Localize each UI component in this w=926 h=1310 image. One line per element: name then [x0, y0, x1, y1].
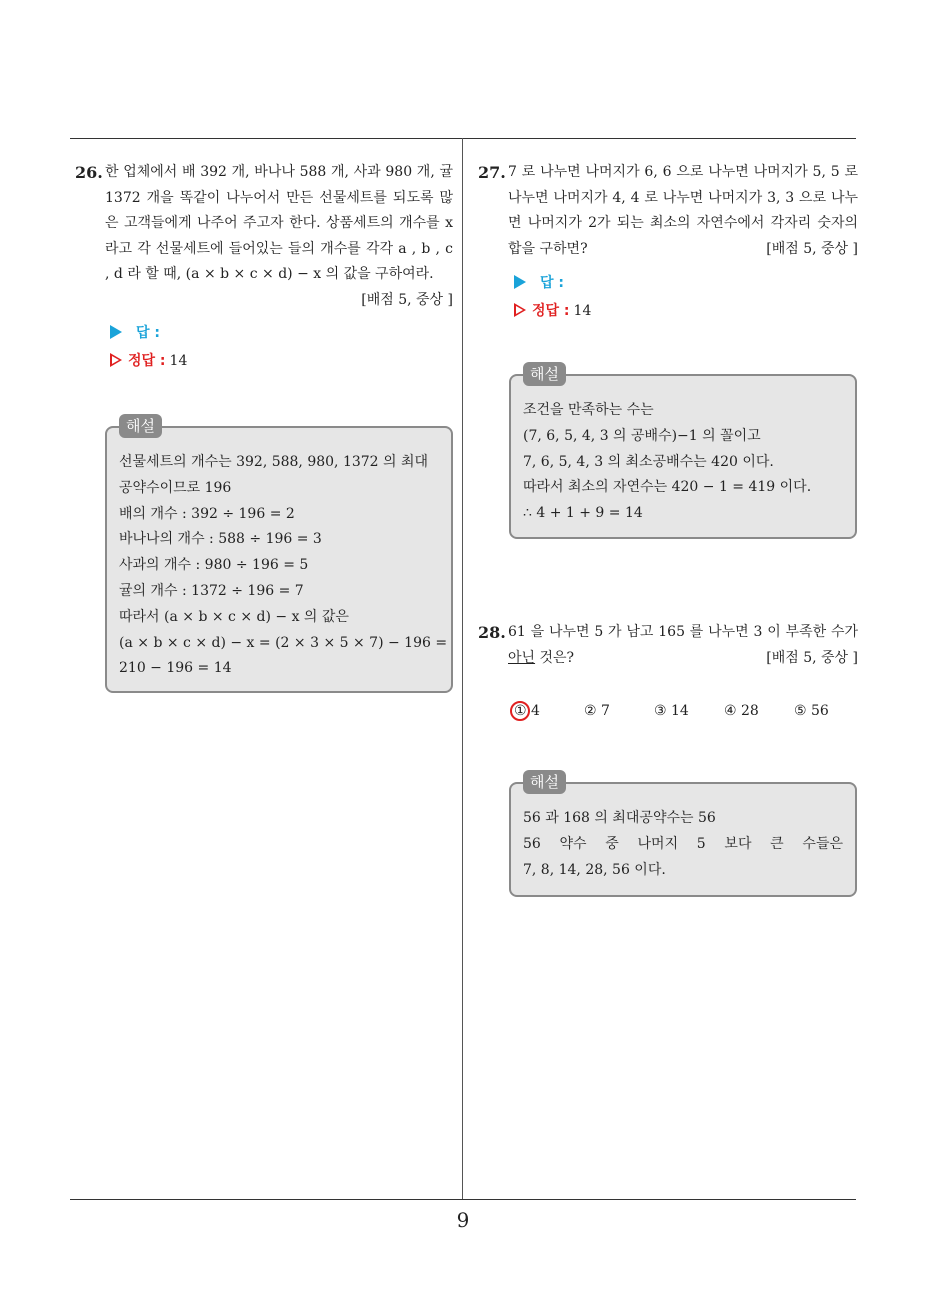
choice-3[interactable]: ③ 14 — [654, 703, 689, 719]
solution-line: 56 약수 중 나머지 5 보다 큰 수들은 — [523, 835, 843, 852]
correct-answer — [110, 350, 187, 370]
solution-line: (a × b × c × d) − x = (2 × 3 × 5 × 7) − 196 = — [119, 634, 448, 651]
answer-label: 답 : — [540, 275, 564, 291]
solution-line: 공약수이므로 196 — [119, 479, 232, 496]
correct-label: 정답 : — [532, 303, 570, 319]
solution-line: 210 − 196 = 14 — [119, 660, 232, 677]
correct-answer — [514, 300, 591, 320]
top-rule — [70, 138, 856, 139]
solution-tag: 해설 — [119, 414, 162, 438]
solution-box-28 — [509, 773, 857, 897]
correct-value: 14 — [169, 353, 188, 369]
correct-value: 14 — [573, 303, 592, 319]
solution-line: ∴ 4 + 1 + 9 = 14 — [523, 505, 643, 522]
solution-line: 배의 개수 : 392 ÷ 196 = 2 — [119, 505, 295, 522]
choice-2[interactable]: ② 7 — [584, 703, 610, 719]
solution-line: 바나나의 개수 : 588 ÷ 196 = 3 — [119, 531, 322, 548]
solution-line: (7, 6, 5, 4, 3 의 공배수)−1 의 꼴이고 — [523, 427, 761, 444]
correct-label: 정답 : — [128, 353, 166, 369]
question-number: 26. — [75, 163, 103, 182]
question-text-part: 것은? — [535, 649, 575, 666]
solution-line: 사과의 개수 : 980 ÷ 196 = 5 — [119, 557, 309, 574]
solution-box-27 — [509, 365, 857, 539]
solution-line: 귤의 개수 : 1372 ÷ 196 = 7 — [119, 582, 304, 599]
play-triangle-icon — [514, 275, 526, 289]
question-score: [배점 5, 중상 ] — [766, 649, 858, 666]
choice-4[interactable]: ④ 28 — [724, 703, 759, 719]
solution-line: 7, 6, 5, 4, 3 의 최소공배수는 420 이다. — [523, 453, 774, 470]
question-28 — [478, 620, 858, 671]
question-text: 한 업체에서 배 392 개, 바나나 588 개, 사과 980 개, 귤 1372 개을 똑같이 나누어서 만든 선물세트를 되도록 많은 고객들에게 나주어 주고자 한다. 상품세트의 개수를 x 라고 각 선물세트에 들어있는 들의 개수를 각각 a , b , c , d 라 할 때, (a × b × c × d) − x 의 값을 구하여라. — [105, 164, 453, 282]
choice-5[interactable]: ⑤ 56 — [794, 703, 829, 719]
question-score: [배점 5, 중상 ] — [766, 240, 858, 257]
question-27 — [478, 160, 858, 262]
choice-1[interactable]: ① 4 — [514, 703, 540, 719]
answer-line — [514, 272, 564, 292]
underlined-word: 아닌 — [508, 649, 536, 666]
solution-tag: 해설 — [523, 770, 566, 794]
solution-line: 따라서 최소의 자연수는 420 − 1 = 419 이다. — [523, 479, 812, 496]
answer-label: 답 : — [136, 325, 160, 341]
solution-line: 따라서 (a × b × c × d) − x 의 값은 — [119, 608, 349, 625]
solution-line: 조건을 만족하는 수는 — [523, 402, 654, 418]
answer-choices — [514, 703, 854, 727]
solution-line: 7, 8, 14, 28, 56 이다. — [523, 861, 666, 878]
question-number: 27. — [478, 163, 506, 182]
question-number: 28. — [478, 623, 506, 642]
outline-triangle-icon — [110, 353, 122, 367]
question-text: 7 로 나누면 나머지가 6, 6 으로 나누면 나머지가 5, 5 로 나누면 나머지가 4, 4 로 나누면 나머지가 3, 3 으로 나누면 나머지가 2가 되는 최소의 자연수에서 각자리 숫자의 합을 구하면? — [508, 164, 858, 257]
column-divider — [462, 138, 463, 1200]
solution-line: 56 과 168 의 최대공약수는 56 — [523, 810, 716, 826]
solution-line: 선물세트의 개수는 392, 588, 980, 1372 의 최대 — [119, 454, 429, 470]
question-text-part: 61 을 나누면 5 가 남고 165 를 나누면 3 이 부족한 수가 — [508, 624, 858, 640]
question-26 — [75, 160, 453, 313]
page-number: 9 — [456, 1208, 470, 1232]
selected-circle-mark — [510, 701, 530, 721]
question-score: [배점 5, 중상 ] — [361, 291, 453, 308]
answer-line — [110, 322, 160, 342]
outline-triangle-icon — [514, 303, 526, 317]
solution-box-26 — [105, 417, 453, 693]
play-triangle-icon — [110, 325, 122, 339]
bottom-rule — [70, 1199, 856, 1200]
solution-tag: 해설 — [523, 362, 566, 386]
